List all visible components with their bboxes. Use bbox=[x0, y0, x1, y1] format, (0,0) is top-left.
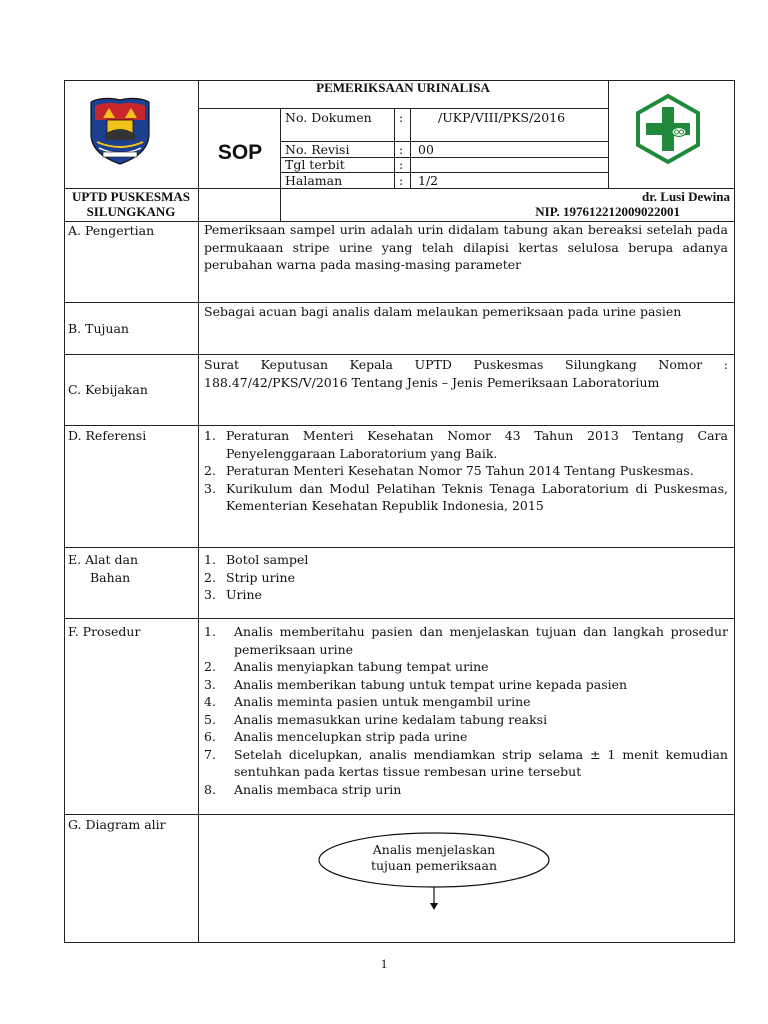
header-divider-sop bbox=[280, 108, 281, 222]
section-line-e bbox=[64, 547, 735, 548]
list-item: 3. Kurikulum dan Modul Pelatihan Teknis Tenaga Laboratorium di Puskesmas, Kementerian Kesehatan Republik Indonesia, 2015 bbox=[204, 480, 728, 513]
field-label-no-dokumen: No. Dokumen bbox=[285, 110, 372, 125]
field-sep-no-revisi: : bbox=[399, 142, 404, 157]
referensi-list bbox=[204, 427, 728, 515]
section-label-pengertian: A. Pengertian bbox=[68, 223, 155, 238]
field-value-halaman: 1/2 bbox=[418, 173, 439, 188]
prosedur-list bbox=[204, 623, 728, 798]
flowchart-arrowhead bbox=[430, 903, 438, 910]
section-label-prosedur: F. Prosedur bbox=[68, 624, 141, 639]
field-sep-halaman: : bbox=[399, 173, 404, 188]
section-label-tujuan: B. Tujuan bbox=[68, 321, 129, 336]
alat-list bbox=[204, 551, 728, 604]
sop-label: SOP bbox=[217, 141, 263, 164]
section-line-c bbox=[64, 354, 735, 355]
section-line-g bbox=[64, 814, 735, 815]
list-item: 2. Analis menyiapkan tabung tempat urine bbox=[204, 659, 489, 674]
list-item: 2. Strip urine bbox=[204, 569, 296, 585]
list-item: 1. Analis memberitahu pasien dan menjelaskan tujuan dan langkah prosedur pemeriksaan urine bbox=[204, 624, 728, 657]
section-label-referensi: D. Referensi bbox=[68, 428, 147, 443]
field-label-tgl-terbit: Tgl terbit bbox=[285, 157, 345, 172]
section-text-kebijakan: Surat Keputusan Kepala UPTD Puskesmas Silungkang Nomor : 188.47/42/PKS/V/2016 Tentang Jenis – Jenis Pemeriksaan Laboratorium bbox=[204, 357, 728, 390]
list-item: 4. Analis meminta pasien untuk mengambil urine bbox=[204, 694, 531, 709]
list-item: 1. Peraturan Menteri Kesehatan Nomor 43 Tahun 2013 Tentang Cara Penyelenggaraan Laboratorium yang Baik. bbox=[204, 428, 728, 461]
section-line-d bbox=[64, 425, 735, 426]
page-number: 1 bbox=[380, 956, 388, 971]
org-name-line2: SILUNGKANG bbox=[86, 204, 176, 219]
border-right bbox=[734, 80, 735, 942]
puskesmas-logo bbox=[633, 93, 703, 165]
field-value-no-revisi: 00 bbox=[418, 142, 434, 157]
section-text-pengertian: Pemeriksaan sampel urin adalah urin didalam tabung akan bereaksi setelah pada permukaaan stripe urine yang telah dilapisi kertas selulosa berupa adanya perubahan warna pada masing-masing parameter bbox=[204, 222, 728, 272]
header-divider-colon-left bbox=[394, 108, 395, 188]
title-underline bbox=[198, 108, 608, 109]
list-item: 6. Analis mencelupkan strip pada urine bbox=[204, 729, 468, 744]
list-item: 1. Botol sampel bbox=[204, 552, 309, 567]
regional-emblem-logo bbox=[85, 94, 155, 166]
list-item: 5. Analis memasukkan urine kedalam tabung reaksi bbox=[204, 711, 548, 727]
field-sep-no-dokumen: : bbox=[399, 110, 404, 125]
list-item: 3. Urine bbox=[204, 587, 262, 602]
list-item: 7. Setelah dicelupkan, analis mendiamkan strip selama ± 1 menit kemudian sentuhkan pada kertas tissue rembesan urine tersebut bbox=[204, 746, 728, 779]
list-item: 8. Analis membaca strip urin bbox=[204, 781, 402, 797]
field-value-no-dokumen: /UKP/VIII/PKS/2016 bbox=[438, 110, 566, 125]
list-item: 3. Analis memberikan tabung untuk tempat urine kepada pasien bbox=[204, 676, 628, 692]
section-text-tujuan: Sebagai acuan bagi analis dalam melaukan pemeriksaan pada urine pasien bbox=[204, 304, 682, 319]
org-name-line1: UPTD PUSKESMAS bbox=[71, 189, 191, 204]
field-label-halaman: Halaman bbox=[285, 173, 343, 188]
field-sep-tgl-terbit: : bbox=[399, 157, 404, 172]
signer-name: dr. Lusi Dewina bbox=[641, 189, 730, 204]
section-label-kebijakan: C. Kebijakan bbox=[68, 382, 148, 397]
header-divider-right-logo bbox=[608, 80, 609, 188]
list-item: 2. Peraturan Menteri Kesehatan Nomor 75 Tahun 2014 Tentang Puskesmas. bbox=[204, 463, 694, 478]
section-label-alat-line1: E. Alat dan bbox=[68, 552, 139, 567]
section-line-f bbox=[64, 618, 735, 619]
flowchart-node-text-line1: Analis menjelaskan bbox=[372, 842, 496, 857]
field-label-no-revisi: No. Revisi bbox=[285, 142, 350, 157]
signer-nip: NIP. 197612212009022001 bbox=[535, 204, 680, 219]
header-divider-colon-right bbox=[410, 108, 411, 188]
document-title: PEMERIKSAAN URINALISA bbox=[316, 80, 490, 95]
section-label-diagram: G. Diagram alir bbox=[68, 817, 166, 832]
section-label-alat-line2: Bahan bbox=[90, 570, 131, 585]
border-bottom bbox=[64, 942, 735, 943]
flowchart-node-text-line2: tujuan pemeriksaan bbox=[370, 858, 498, 873]
header-divider-logo bbox=[198, 80, 199, 942]
